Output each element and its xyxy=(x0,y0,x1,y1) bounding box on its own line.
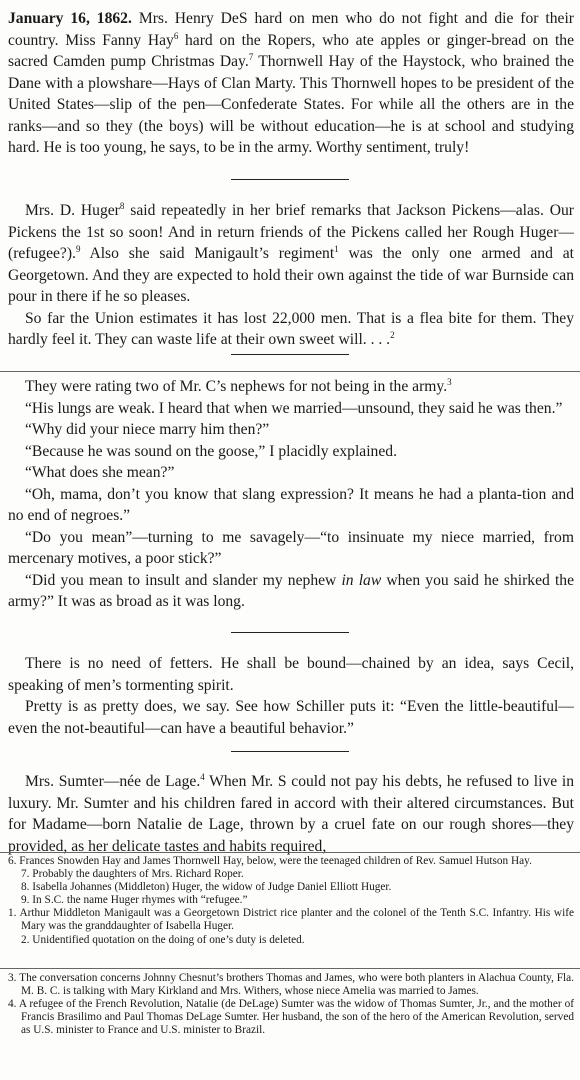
section-divider xyxy=(231,179,349,180)
entry-paragraph: They were rating two of Mr. C’s nephews for not being in the army.$^3$ xyxy=(25,376,452,395)
entry-huger xyxy=(0,200,580,351)
entry-jan-16 xyxy=(0,8,580,159)
dialogue-line: “His lungs are weak. I heard that when we married—unsound, they said he was then.” xyxy=(25,399,563,417)
entry-paragraph: January 16, 1862. Mrs. Henry DeS hard on men who do not fight and die for their country. Miss Fanny Hay$^6$ hard on the Ropers, who ate apples or ginger-bread on the sacred Camden pump Christmas Day.$^7$ Thornwell Hay of the Haystock, who brained the Dane with a plowshare—Hays of Clan Marty. This Thornwell hopes to be president of the United States—slip of the pen—Confederate States. For while all the others are in the ranks—and so they (the boys) will be without education—he is at school and studying hard. He is too young, he says, to be in the army. Worthy sentiment, truly! xyxy=(8,10,575,156)
footnote-ref: 3 xyxy=(447,376,452,387)
section-divider xyxy=(231,354,349,355)
entry-paragraph: Pretty is as pretty does, we say. See how Schiller puts it: “Even the little-beautiful—even the not-beautiful—can have a beautiful behavior.” xyxy=(8,698,574,737)
footnotes-block xyxy=(0,968,580,1037)
entry-paragraph: Mrs. Sumter—née de Lage.$^4$ When Mr. S could not pay his debts, he refused to live in luxury. Mr. Sumter and his children fared in accord with their altered circumstances. But for Madame—born Natalie de Lage, thrown by a cruel fate on our rough shores—they provided, as her delicate tastes and habits required, xyxy=(8,771,575,855)
dialogue-line: “Because he was sound on the goose,” I placidly explained. xyxy=(25,442,397,460)
footnote-ref: 7 xyxy=(248,51,254,62)
entry-date: January 16, 1862. xyxy=(8,10,132,27)
dialogue-line: “What does she mean?” xyxy=(25,464,175,481)
footnote: 6. Frances Snowden Hay and James Thornwell Hay, below, were the teenaged children of Rev. Samuel Hutson Hay. xyxy=(8,855,532,867)
dialogue-line: “Oh, mama, don’t you know that slang expression? It means he had a planta-tion and no end of negroes.” xyxy=(8,485,574,524)
footnote: 2. Unidentified quotation on the doing of one’s duty is deleted. xyxy=(21,933,305,946)
footnote-ref: 4 xyxy=(200,771,205,782)
footnote: 7. Probably the daughters of Mrs. Richard Roper. xyxy=(21,868,244,881)
section-divider xyxy=(231,632,349,633)
dialogue-line: “Do you mean”—turning to me savagely—“to insinuate my niece married, from mercenary motives, a poor stick?” xyxy=(8,528,574,567)
entry-paragraph: So far the Union estimates it has lost 22,000 men. That is a flea bite for them. They hardly feel it. They can waste life at their own sweet will. . . .$^2$ xyxy=(8,309,574,348)
footnote: 8. Isabella Johannes (Middleton) Huger, the widow of Judge Daniel Elliott Huger. xyxy=(21,881,392,894)
footnotes-block xyxy=(0,852,580,947)
footnote-ref: 1 xyxy=(334,243,339,254)
entry-sumter xyxy=(0,771,580,857)
footnote: 4. A refugee of the French Revolution, Natalie (de DeLage) Sumter was the widow of Thomas Sumter, Jr., and the mother of Francis Brasilimo and Paul Thomas DeLage Sumter. Her husband, the son of the hero of the American Revolution, served as U.S. minister to France and U.S. minister to Brazil. xyxy=(8,998,574,1037)
entry-paragraph: Mrs. D. Huger$^8$ said repeatedly in her brief remarks that Jackson Pickens—alas. Our Pickens the 1st so soon! And in return friends of the Pickens called her Rough Huger—(refugee?).$^9$ Also she said Manigault’s regiment$^1$ was the only one armed and at Georgetown. And they are expected to hold their own against the tide of war Burnside can pour in there if he so pleases. xyxy=(8,200,574,305)
footnote-ref: 6 xyxy=(173,30,179,41)
footnote: 9. In S.C. the name Huger rhymes with “refugee.” xyxy=(21,894,248,907)
entry-paragraph: There is no need of fetters. He shall be bound—chained by an idea, says Cecil, speaking of men’s tormenting spirit. xyxy=(8,655,574,694)
footnote-ref: 2 xyxy=(390,329,395,340)
footnote: 3. The conversation concerns Johnny Chesnut’s brothers Thomas and James, who were both planters in Alachua County, Fla. M. B. C. is talking with Mary Kirkland and Mrs. Withers, whose niece Amelia was married to James. xyxy=(8,972,574,998)
entry-fetters xyxy=(0,653,580,739)
footnote-ref: 9 xyxy=(75,243,81,254)
footnote-ref: 8 xyxy=(119,200,125,211)
dialogue-line: “Why did your niece marry him then?” xyxy=(25,421,270,438)
footnote: 1. Arthur Middleton Manigault was a Georgetown District rice planter and the colonel of the Tenth S.C. Infantry. His wife Mary was the granddaughter of Isabella Huger. xyxy=(8,907,574,933)
dialogue-line: “Did you mean to insult and slander my nephew in law when you said he shirked the army?” It was as broad as it was long. xyxy=(8,571,574,610)
entry-nephews xyxy=(0,371,580,613)
section-divider xyxy=(231,751,349,752)
